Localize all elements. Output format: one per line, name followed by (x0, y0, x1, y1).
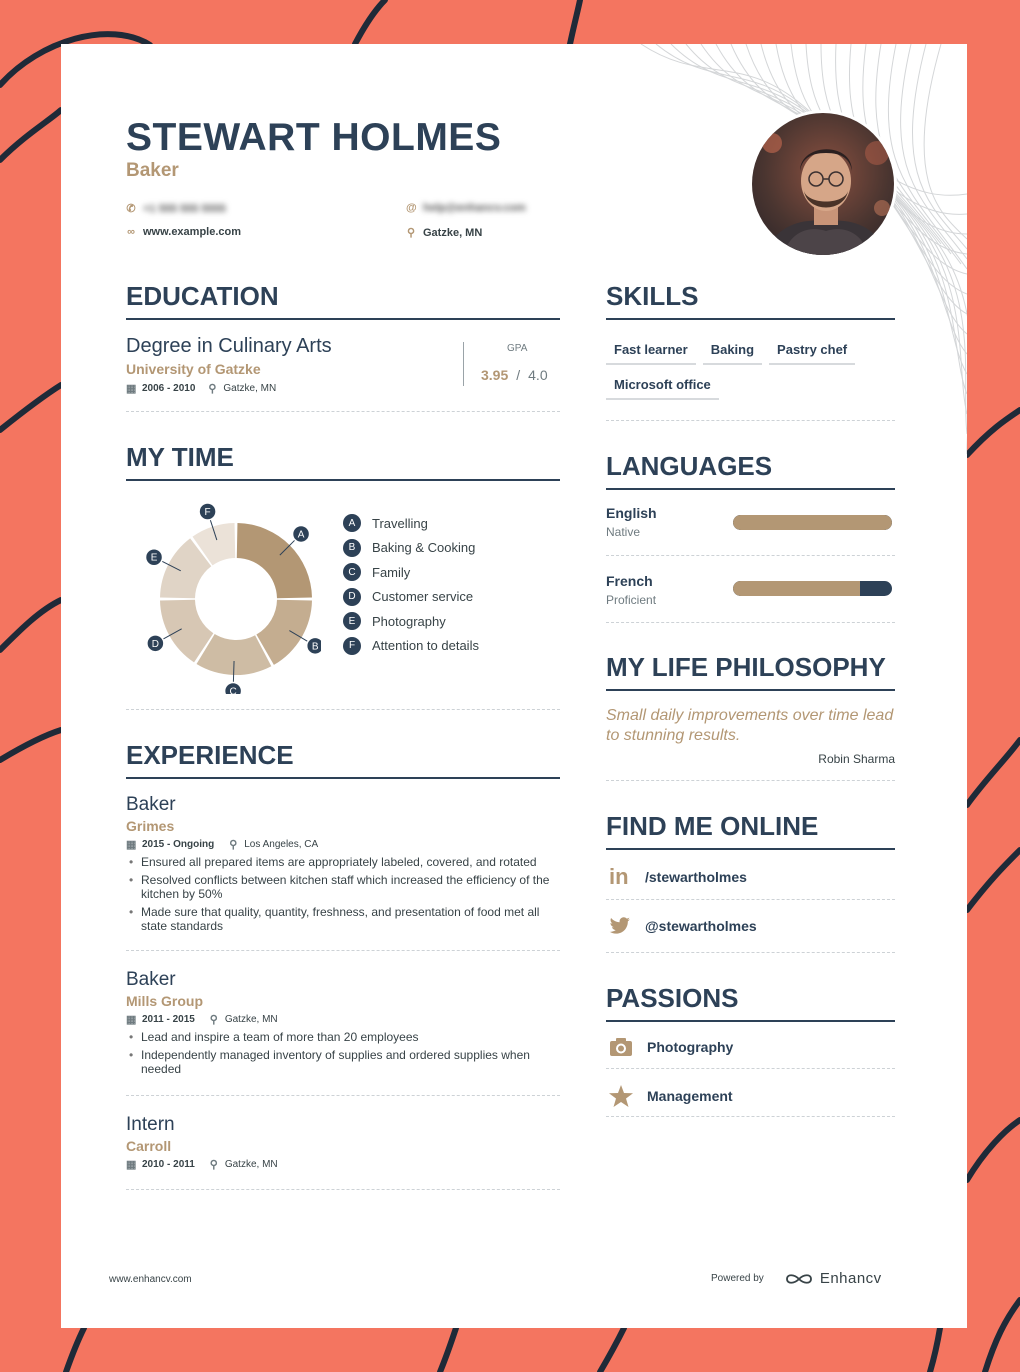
online-section-title: FIND ME ONLINE (606, 811, 895, 850)
job-company: Carroll (126, 1138, 172, 1154)
donut-marker-label: A (297, 529, 305, 541)
twitter-icon (609, 917, 631, 935)
candidate-title: Baker (126, 160, 179, 181)
job-title: Baker (126, 794, 176, 815)
online-item-twitter[interactable] (609, 917, 757, 935)
linkedin-icon: in (609, 864, 629, 889)
philosophy-author: Robin Sharma (818, 752, 895, 766)
legend-marker: B (343, 539, 361, 557)
profile-photo (749, 110, 897, 258)
job-location: Gatzke, MN (224, 1159, 278, 1170)
donut-marker-label: C (229, 686, 237, 694)
education-dates: 2006 - 2010 (142, 383, 196, 394)
gpa-label: GPA (507, 343, 528, 354)
language-name: French (606, 573, 653, 589)
passion-label: Photography (647, 1039, 734, 1055)
job-company: Mills Group (126, 993, 203, 1009)
divider (126, 1095, 560, 1096)
language-proficiency-fill (733, 515, 892, 530)
passions-section-title: PASSIONS (606, 983, 895, 1022)
job-bullet: • Resolved conflicts between kitchen staff which increased the efficiency of the kitchen by 50% (126, 873, 560, 901)
passion-label: Management (647, 1088, 733, 1104)
job-title: Intern (126, 1114, 175, 1135)
legend-label: Photography (372, 613, 446, 629)
legend-item (343, 511, 479, 536)
gpa-value: 3.95 (481, 367, 509, 383)
donut-marker-label: D (151, 638, 159, 650)
divider (606, 420, 895, 421)
skills-list (606, 338, 906, 408)
website-link[interactable]: www.example.com (143, 226, 242, 238)
job-meta (126, 1013, 560, 1026)
legend-label: Customer service (372, 589, 474, 605)
phone-contact (126, 202, 226, 215)
legend-label: Travelling (372, 515, 428, 531)
language-entry (606, 573, 656, 607)
language-proficiency-bar (733, 515, 892, 530)
divider (606, 952, 895, 953)
footer-website[interactable]: www.enhancv.com (109, 1274, 192, 1285)
email-address: help@enhancv.com (423, 202, 526, 214)
languages-section-title: LANGUAGES (606, 451, 895, 490)
legend-marker: F (343, 637, 361, 655)
location-pin-icon: ⚲ (208, 383, 217, 395)
donut-marker-label: E (150, 552, 158, 564)
location-text: Gatzke, MN (423, 226, 483, 239)
donut-marker-label: B (311, 641, 319, 653)
divider (126, 1189, 560, 1190)
enhancv-brand-name: Enhancv (819, 1270, 882, 1287)
language-entry (606, 505, 657, 539)
linkedin-handle[interactable]: /stewartholmes (645, 869, 747, 885)
calendar-icon: ▦ (126, 1159, 137, 1171)
online-item-linkedin[interactable] (609, 864, 747, 890)
divider (126, 411, 560, 412)
enhancv-logo-icon (784, 1271, 814, 1287)
divider (606, 622, 895, 623)
link-icon: ∞ (127, 226, 135, 238)
divider (126, 950, 560, 951)
job-location: Gatzke, MN (224, 1014, 278, 1025)
gpa-divider (463, 342, 464, 386)
skill-tag: Pastry chef (769, 338, 855, 365)
resume-page (61, 44, 967, 1328)
legend-item (343, 609, 479, 634)
gpa-separator: / (516, 367, 521, 383)
legend-marker: D (343, 588, 361, 606)
job-dates: 2011 - 2015 (142, 1014, 195, 1025)
powered-by-label: Powered by (711, 1273, 764, 1284)
donut-marker-label: F (204, 507, 211, 519)
calendar-icon: ▦ (126, 383, 137, 395)
experience-section-title: EXPERIENCE (126, 740, 560, 779)
job-bullets (126, 855, 560, 933)
education-school: University of Gatzke (126, 361, 261, 377)
legend-label: Family (372, 564, 411, 580)
star-icon (609, 1085, 633, 1107)
legend-marker: A (343, 514, 361, 532)
my-time-donut-chart (141, 499, 321, 694)
enhancv-logo[interactable] (784, 1270, 882, 1287)
job-bullet: • Independently managed inventory of supplies and ordered supplies when needed (126, 1048, 560, 1076)
legend-marker: C (343, 563, 361, 581)
candidate-name: STEWART HOLMES (126, 116, 502, 159)
skills-section-title: SKILLS (606, 281, 895, 320)
job-bullet: • Lead and inspire a team of more than 20 employees (126, 1030, 560, 1044)
divider (606, 780, 895, 781)
twitter-handle[interactable]: @stewartholmes (645, 918, 757, 934)
job-dates: 2010 - 2011 (142, 1159, 195, 1170)
gpa-max: 4.0 (528, 367, 548, 383)
passion-item (609, 1085, 733, 1107)
experience-entry (126, 794, 560, 937)
job-bullet: • Ensured all prepared items are appropriately labeled, covered, and rotated (126, 855, 560, 869)
language-name: English (606, 505, 657, 521)
passion-item (609, 1037, 733, 1057)
location-contact (406, 226, 482, 239)
camera-icon (609, 1037, 633, 1057)
language-level: Native (606, 525, 641, 539)
location-pin-icon: ⚲ (229, 839, 238, 851)
legend-marker: E (343, 612, 361, 630)
job-dates: 2015 - Ongoing (142, 839, 215, 850)
language-level: Proficient (606, 593, 657, 607)
job-bullets (126, 1030, 560, 1076)
philosophy-section-title: MY LIFE PHILOSOPHY (606, 652, 895, 691)
skill-tag: Microsoft office (606, 373, 719, 400)
legend-label: Attention to details (372, 638, 479, 654)
divider (126, 709, 560, 710)
job-company: Grimes (126, 818, 175, 834)
skill-tag: Fast learner (606, 338, 696, 365)
legend-label: Baking & Cooking (372, 540, 476, 556)
calendar-icon: ▦ (126, 839, 137, 851)
legend-item (343, 560, 479, 585)
job-meta (126, 838, 560, 851)
job-meta (126, 1158, 560, 1171)
job-location: Los Angeles, CA (244, 839, 319, 850)
job-title: Baker (126, 969, 176, 990)
experience-entry (126, 969, 560, 1080)
language-proficiency-bar (733, 581, 892, 596)
footer-powered-by (711, 1270, 882, 1287)
education-section-title: EDUCATION (126, 281, 560, 320)
phone-number: +1 555 555 5555 (143, 202, 226, 215)
website-contact[interactable] (126, 226, 241, 238)
location-pin-icon: ⚲ (406, 227, 416, 239)
email-contact (406, 202, 526, 214)
legend-item (343, 536, 479, 561)
divider (606, 1068, 895, 1069)
calendar-icon: ▦ (126, 1014, 137, 1026)
legend-item (343, 585, 479, 610)
education-degree: Degree in Culinary Arts (126, 335, 332, 357)
legend-item (343, 634, 479, 659)
divider (606, 1116, 895, 1117)
skill-tag: Baking (703, 338, 762, 365)
location-pin-icon: ⚲ (209, 1159, 218, 1171)
divider (606, 899, 895, 900)
my-time-section-title: MY TIME (126, 442, 560, 481)
phone-icon: ✆ (126, 203, 136, 215)
divider (606, 555, 895, 556)
experience-entry (126, 1114, 560, 1171)
job-bullet: • Made sure that quality, quantity, freshness, and presentation of food met all state standards (126, 905, 560, 933)
at-icon: @ (406, 202, 417, 214)
language-proficiency-fill (733, 581, 860, 596)
education-location: Gatzke, MN (223, 383, 277, 394)
my-time-legend (343, 511, 479, 658)
philosophy-quote: Small daily improvements over time lead to stunning results. (606, 707, 894, 744)
location-pin-icon: ⚲ (209, 1014, 218, 1026)
education-meta (126, 382, 276, 395)
gpa-score (481, 367, 548, 383)
